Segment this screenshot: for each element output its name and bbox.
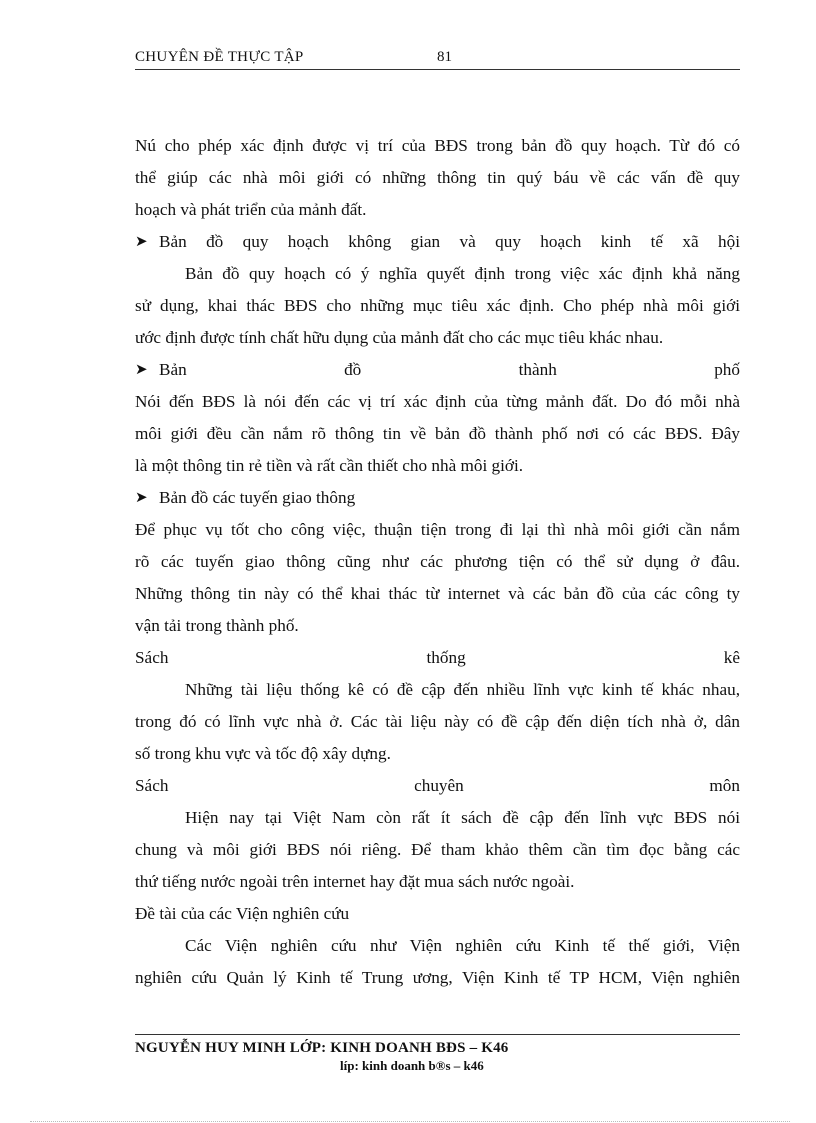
footer-author: NGUYỄN HUY MINH LỚP: KINH DOANH BĐS – K46	[135, 1040, 509, 1056]
text-line: môi giới đều cần nắm rõ thông tin về bản đồ thành phố nơi có các BĐS. Đây	[135, 424, 740, 443]
bullet-text: Bản đồ quy hoạch không gian và quy hoạch kinh tế xã hội	[159, 232, 740, 251]
text-line: trong đó có lĩnh vực nhà ở. Các tài liệu này có đề cập đến diện tích nhà ở, dân	[135, 712, 740, 731]
page-edge-divider	[30, 1121, 790, 1122]
section-heading: Đề tài của các Viện nghiên cứu	[135, 904, 350, 923]
header-title: CHUYÊN ĐỀ THỰC TẬP	[135, 49, 304, 65]
arrow-bullet-icon: ➤	[135, 362, 148, 378]
text-line: Những thông tin này có thể khai thác từ internet và các bản đồ của các công ty	[135, 584, 740, 603]
text-line: ước định được tính chất hữu dụng của mảnh đất cho các mục tiêu khác nhau.	[135, 328, 664, 347]
footer-divider	[135, 1034, 740, 1035]
text-line: Các Viện nghiên cứu như Viện nghiên cứu Kinh tế thế giới, Viện	[185, 936, 740, 955]
text-line: sử dụng, khai thác BĐS cho những mục tiêu xác định. Cho phép nhà môi giới	[135, 296, 740, 315]
bullet-heading	[135, 354, 740, 386]
text-line: thể giúp các nhà môi giới có những thông tin quý báu về các vấn đề quy	[135, 168, 740, 187]
text-line: Bản đồ quy hoạch có ý nghĩa quyết định trong việc xác định khả năng	[185, 264, 740, 283]
page-number: 81	[437, 49, 452, 65]
text-line: hoạch và phát triển của mảnh đất.	[135, 200, 367, 219]
arrow-bullet-icon: ➤	[135, 234, 148, 250]
text-line: thứ tiếng nước ngoài trên internet hay đặt mua sách nước ngoài.	[135, 872, 575, 891]
bullet-text: Bản đồ thành phố	[159, 360, 740, 379]
text-line: số trong khu vực và tốc độ xây dựng.	[135, 744, 391, 763]
bullet-heading	[135, 482, 740, 514]
bullet-text: Bản đồ các tuyến giao thông	[159, 488, 356, 507]
page-header	[135, 49, 740, 70]
text-line: Để phục vụ tốt cho công việc, thuận tiện trong đi lại thì nhà môi giới cần nắm	[135, 520, 740, 539]
text-line: vận tải trong thành phố.	[135, 616, 299, 635]
body-text	[135, 130, 740, 994]
text-line: chung và môi giới BĐS nói riêng. Để tham khảo thêm cần tìm đọc bằng các	[135, 840, 740, 859]
arrow-bullet-icon: ➤	[135, 490, 148, 506]
text-line: Nói đến BĐS là nói đến các vị trí xác định của từng mảnh đất. Do đó mỗi nhà	[135, 392, 740, 411]
section-heading: Sách chuyên môn	[135, 776, 740, 795]
text-line: rõ các tuyến giao thông cũng như các phương tiện có thể sử dụng ở đâu.	[135, 552, 740, 571]
text-line: là một thông tin rẻ tiền và rất cần thiết cho nhà môi giới.	[135, 456, 524, 475]
text-line: Hiện nay tại Việt Nam còn rất ít sách đề cập đến lĩnh vực BĐS nói	[185, 808, 740, 827]
footer-class: líp: kinh doanh b®s – k46	[340, 1058, 484, 1073]
section-heading: Sách thống kê	[135, 648, 740, 667]
text-line: nghiên cứu Quản lý Kinh tế Trung ương, Viện Kinh tế TP HCM, Viện nghiên	[135, 968, 740, 987]
text-line: Những tài liệu thống kê có đề cập đến nhiều lĩnh vực kinh tế khác nhau,	[185, 680, 740, 699]
text-line: Nú cho phép xác định được vị trí của BĐS trong bản đồ quy hoạch. Từ đó có	[135, 136, 740, 155]
bullet-heading	[135, 226, 740, 258]
